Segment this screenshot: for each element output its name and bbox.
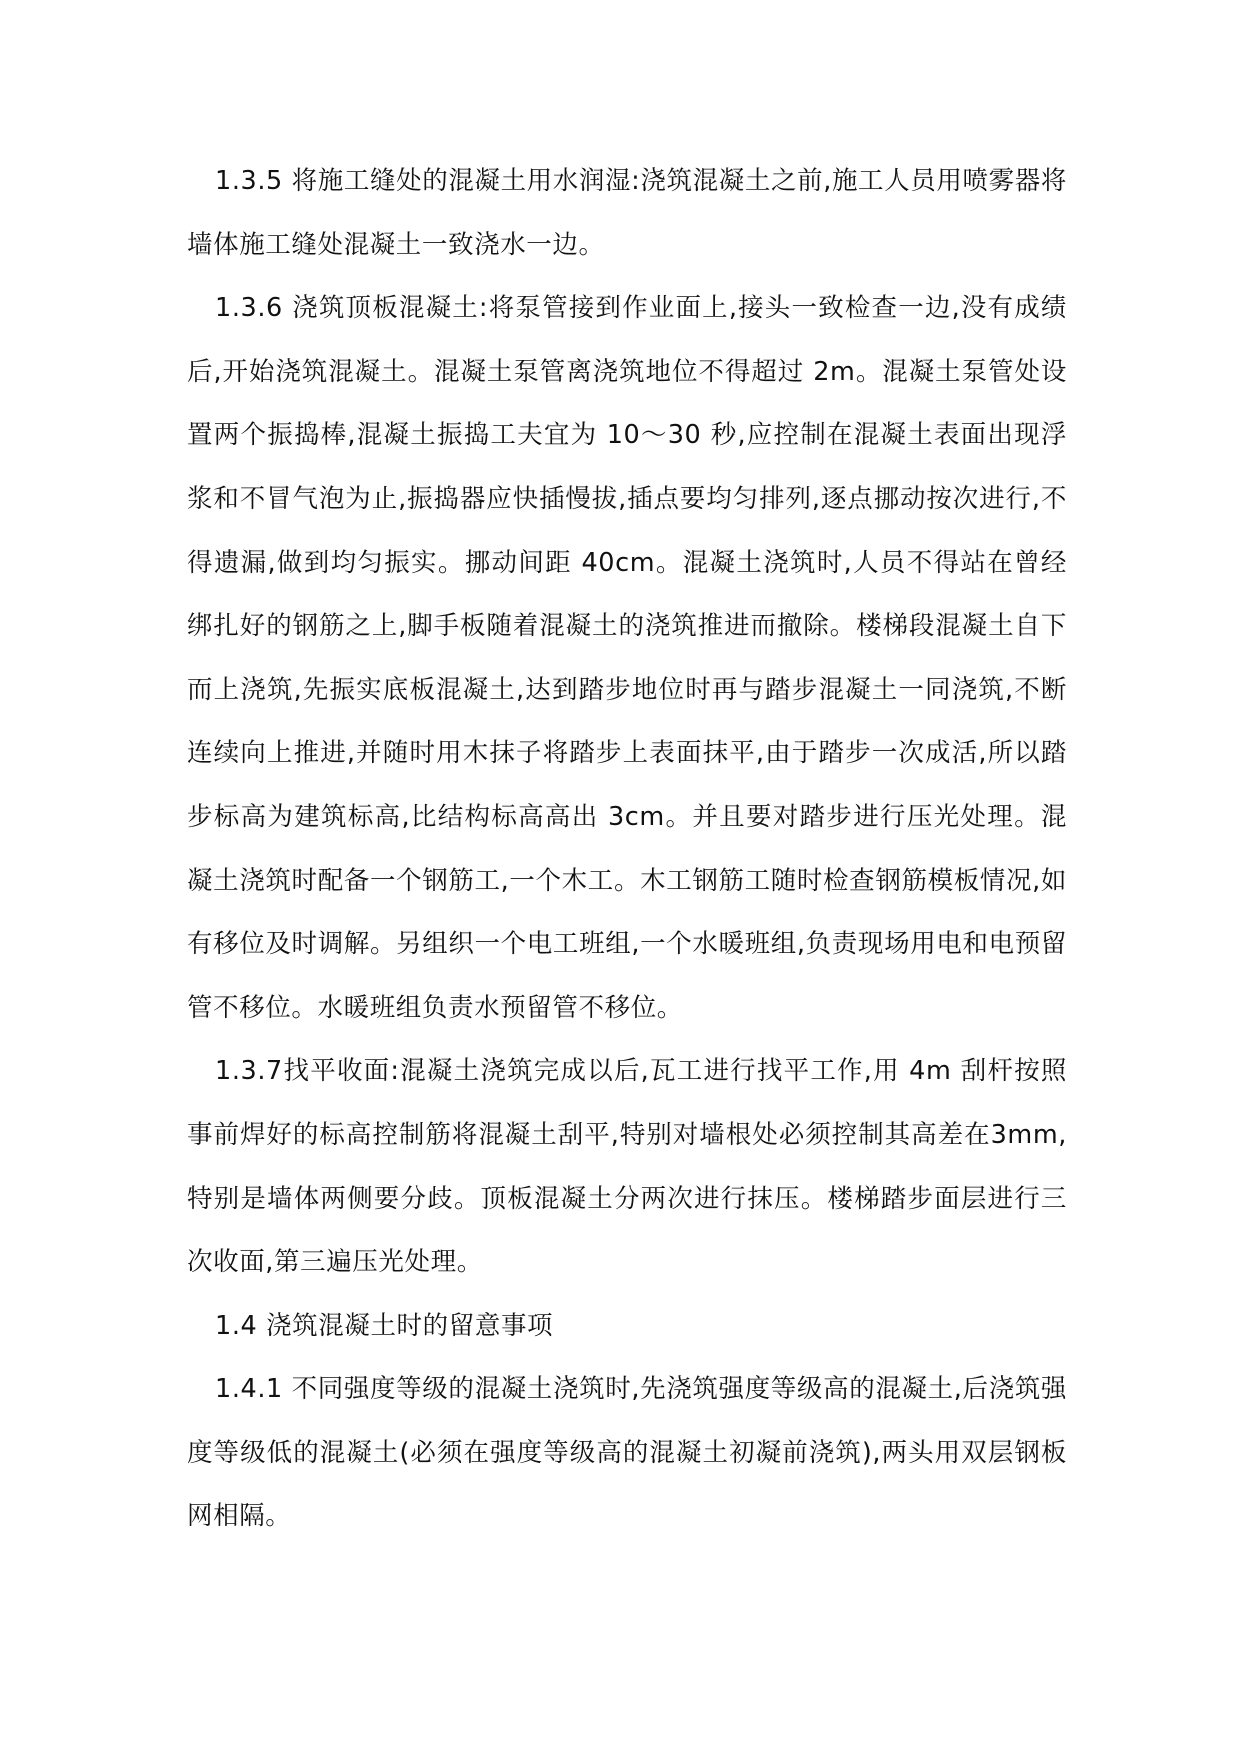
paragraph-1-3-7: 1.3.7找平收面:混凝土浇筑完成以后,瓦工进行找平工作,用 4m 刮杆按照事前焊好的标高控制筋将混凝土刮平,特别对墙根处必须控制其高差在3mm,特别是墙体两侧要分歧。顶板混凝土分两次进行抹压。楼梯踏步面层进行三次收面,第三遍压光处理。 — [187, 1056, 1067, 1278]
heading-1-4: 1.4 浇筑混凝土时的留意事项 — [215, 1310, 554, 1341]
paragraph-1-3-5: 1.3.5 将施工缝处的混凝土用水润湿:浇筑混凝土之前,施工人员用喷雾器将墙体施工缝处混凝土一致浇水一边。 — [187, 166, 1067, 260]
paragraph-1-3-6: 1.3.6 浇筑顶板混凝土:将泵管接到作业面上,接头一致检查一边,没有成绩后,开始浇筑混凝土。混凝土泵管离浇筑地位不得超过 2m。混凝土泵管处设置两个振捣棒,混凝土振捣工夫宜为 10～30 秒,应控制在混凝土表面出现浮浆和不冒气泡为止,振捣器应快插慢拔,插点要均匀排列,逐点挪动按次进行,不得遗漏,做到均匀振实。挪动间距 40cm。混凝土浇筑时,人员不得站在曾经绑扎好的钢筋之上,脚手板随着混凝土的浇筑推进而撤除。楼梯段混凝土自下而上浇筑,先振实底板混凝土,达到踏步地位时再与踏步混凝土一同浇筑,不断连续向上推进,并随时用木抹子将踏步上表面抹平,由于踏步一次成活,所以踏步标高为建筑标高,比结构标高高出 3cm。并且要对踏步进行压光处理。混凝土浇筑时配备一个钢筋工,一个木工。木工钢筋工随时检查钢筋模板情况,如有移位及时调解。另组织一个电工班组,一个水暖班组,负责现场用电和电预留管不移位。水暖班组负责水预留管不移位。 — [187, 293, 1067, 1023]
paragraph-1-4-1: 1.4.1 不同强度等级的混凝土浇筑时,先浇筑强度等级高的混凝土,后浇筑强度等级低的混凝土(必须在强度等级高的混凝土初凝前浇筑),两头用双层钢板网相隔。 — [187, 1374, 1067, 1532]
document-body — [187, 150, 1067, 1549]
